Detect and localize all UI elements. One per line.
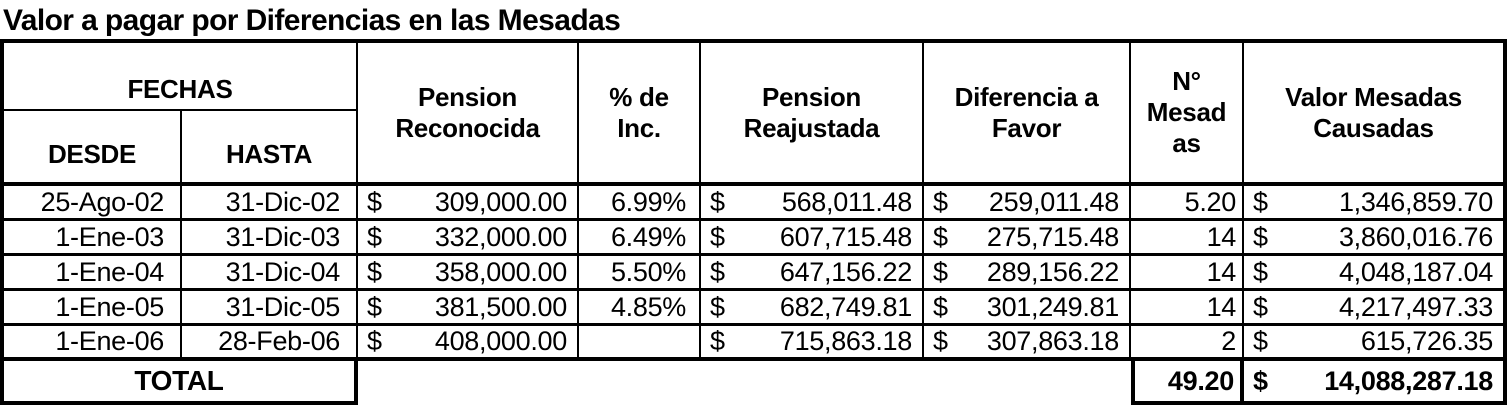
header-diferencia-favor: Diferencia a Favor — [924, 43, 1131, 186]
currency-symbol: $ — [1253, 291, 1268, 322]
cell-pension-reajustada: $ 647,156.22 — [701, 256, 924, 291]
cell-valor-mesadas: $ 615,726.35 — [1244, 326, 1503, 361]
currency-symbol: $ — [933, 186, 948, 217]
currency-symbol: $ — [933, 326, 948, 356]
cell-pension-reconocida: $ 332,000.00 — [358, 221, 579, 256]
page-title: Valor a pagar por Diferencias en las Mesadas — [3, 4, 621, 37]
cell-pension-reajustada: $ 568,011.48 — [701, 186, 924, 221]
currency-symbol: $ — [1253, 365, 1268, 396]
currency-symbol: $ — [367, 291, 382, 322]
cell-pension-reconocida: $ 309,000.00 — [358, 186, 579, 221]
cell-n-mesadas: 14 — [1131, 291, 1244, 326]
cell-pct-inc: 6.49% — [579, 221, 701, 256]
header-pension-reconocida: Pension Reconocida — [358, 43, 579, 186]
currency-symbol: $ — [933, 221, 948, 252]
total-n-mesadas: 49.20 — [1131, 361, 1244, 405]
cell-hasta: 31-Dic-03 — [182, 221, 358, 256]
cell-n-mesadas: 2 — [1131, 326, 1244, 361]
currency-symbol: $ — [710, 256, 725, 287]
cell-hasta: 31-Dic-02 — [182, 186, 358, 221]
currency-symbol: $ — [1253, 221, 1268, 252]
currency-symbol: $ — [367, 256, 382, 287]
cell-diferencia-favor: $ 289,156.22 — [924, 256, 1131, 291]
cell-pension-reajustada: $ 682,749.81 — [701, 291, 924, 326]
header-hasta: HASTA — [182, 111, 358, 186]
cell-pension-reconocida: $ 408,000.00 — [358, 326, 579, 361]
cell-pension-reajustada: $ 715,863.18 — [701, 326, 924, 361]
header-fechas: FECHAS — [4, 43, 358, 111]
cell-n-mesadas: 14 — [1131, 221, 1244, 256]
cell-hasta: 31-Dic-04 — [182, 256, 358, 291]
cell-n-mesadas: 5.20 — [1131, 186, 1244, 221]
cell-valor-mesadas: $ 4,048,187.04 — [1244, 256, 1503, 291]
header-pct-inc: % de Inc. — [579, 43, 701, 186]
total-valor-mesadas: $ 14,088,287.18 — [1244, 361, 1503, 405]
currency-symbol: $ — [710, 221, 725, 252]
currency-symbol: $ — [1253, 186, 1268, 217]
cell-pct-inc: 4.85% — [579, 291, 701, 326]
cell-valor-mesadas: $ 3,860,016.76 — [1244, 221, 1503, 256]
cell-pct-inc — [579, 326, 701, 361]
currency-symbol: $ — [933, 291, 948, 322]
header-pension-reajustada: Pension Reajustada — [701, 43, 924, 186]
cell-diferencia-favor: $ 275,715.48 — [924, 221, 1131, 256]
currency-symbol: $ — [1253, 256, 1268, 287]
cell-pension-reajustada: $ 607,715.48 — [701, 221, 924, 256]
header-desde: DESDE — [4, 111, 182, 186]
currency-symbol: $ — [367, 186, 382, 217]
header-n-mesadas: N° Mesad as — [1131, 43, 1244, 186]
total-label: TOTAL — [4, 361, 358, 405]
currency-symbol: $ — [1253, 326, 1268, 356]
currency-symbol: $ — [710, 291, 725, 322]
currency-symbol: $ — [710, 186, 725, 217]
cell-desde: 1-Ene-06 — [4, 326, 182, 361]
cell-pct-inc: 6.99% — [579, 186, 701, 221]
cell-pension-reconocida: $ 381,500.00 — [358, 291, 579, 326]
currency-symbol: $ — [933, 256, 948, 287]
cell-hasta: 28-Feb-06 — [182, 326, 358, 361]
cell-desde: 1-Ene-04 — [4, 256, 182, 291]
cell-diferencia-favor: $ 301,249.81 — [924, 291, 1131, 326]
header-valor-mesadas: Valor Mesadas Causadas — [1244, 43, 1503, 186]
pension-differences-table — [0, 39, 1507, 405]
cell-desde: 1-Ene-05 — [4, 291, 182, 326]
currency-symbol: $ — [367, 326, 382, 356]
cell-desde: 25-Ago-02 — [4, 186, 182, 221]
cell-valor-mesadas: $ 4,217,497.33 — [1244, 291, 1503, 326]
currency-symbol: $ — [710, 326, 725, 356]
currency-symbol: $ — [367, 221, 382, 252]
cell-diferencia-favor: $ 307,863.18 — [924, 326, 1131, 361]
cell-pension-reconocida: $ 358,000.00 — [358, 256, 579, 291]
cell-desde: 1-Ene-03 — [4, 221, 182, 256]
total-empty-space — [358, 361, 1131, 405]
cell-hasta: 31-Dic-05 — [182, 291, 358, 326]
cell-n-mesadas: 14 — [1131, 256, 1244, 291]
cell-valor-mesadas: $ 1,346,859.70 — [1244, 186, 1503, 221]
cell-pct-inc: 5.50% — [579, 256, 701, 291]
cell-diferencia-favor: $ 259,011.48 — [924, 186, 1131, 221]
